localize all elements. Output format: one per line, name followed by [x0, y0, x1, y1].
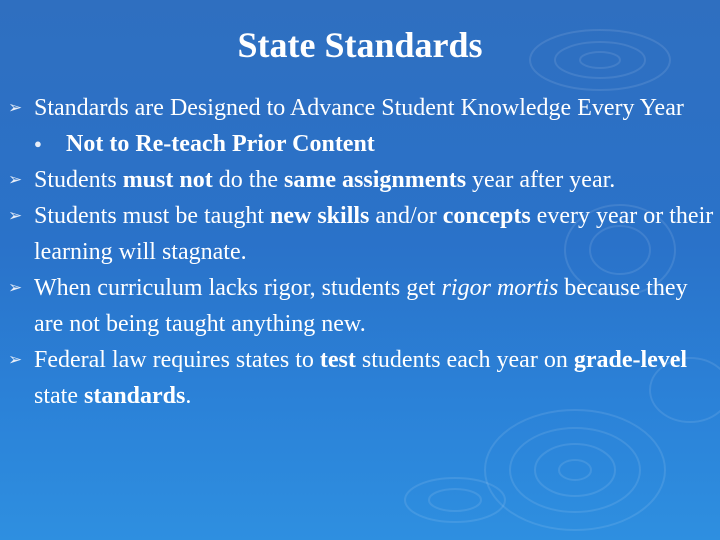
bullet-item: [8, 162, 718, 198]
text-run: because they are not being taught anything new.: [34, 275, 688, 337]
text-run: Standards are Designed to Advance Student Knowledge Every Year: [34, 95, 684, 121]
bullet-list: [8, 90, 718, 414]
text-run: do the: [212, 167, 285, 193]
text-run: and/or: [369, 203, 443, 229]
text-run: standards: [83, 383, 186, 409]
bullet-item: [8, 90, 718, 126]
sub-bullet-item: [8, 126, 718, 162]
text-run: students each year on: [355, 347, 574, 373]
text-run: new skills: [270, 203, 370, 229]
text-run: Federal law requires states to: [34, 347, 320, 373]
bullet-item: [8, 198, 718, 270]
arrow-bullet-icon: ➢: [8, 170, 23, 189]
arrow-bullet-icon: ➢: [8, 350, 23, 369]
text-run: same assignments: [284, 167, 467, 193]
text-run: grade-level: [573, 347, 688, 373]
text-run: state: [34, 383, 84, 409]
text-run: test: [319, 347, 356, 373]
text-run: .: [185, 383, 192, 409]
bullet-item: [8, 270, 718, 342]
arrow-bullet-icon: ➢: [8, 206, 23, 225]
text-run: Students: [34, 167, 123, 193]
text-run: year after year.: [466, 167, 616, 193]
arrow-bullet-icon: ➢: [8, 278, 23, 297]
dot-bullet-icon: ●: [34, 136, 42, 151]
text-run: every year or their learning will stagnate.: [34, 203, 714, 265]
text-run: When curriculum lacks rigor, students get: [34, 275, 442, 301]
bullet-item: [8, 342, 718, 414]
text-run: Not to Re-teach Prior Content: [66, 131, 375, 157]
text-run: must not: [122, 167, 213, 193]
text-run: rigor mortis: [441, 275, 559, 301]
slide-title: State Standards: [237, 25, 483, 65]
arrow-bullet-icon: ➢: [8, 98, 23, 117]
text-run: Students must be taught: [34, 203, 270, 229]
text-run: concepts: [442, 203, 531, 229]
